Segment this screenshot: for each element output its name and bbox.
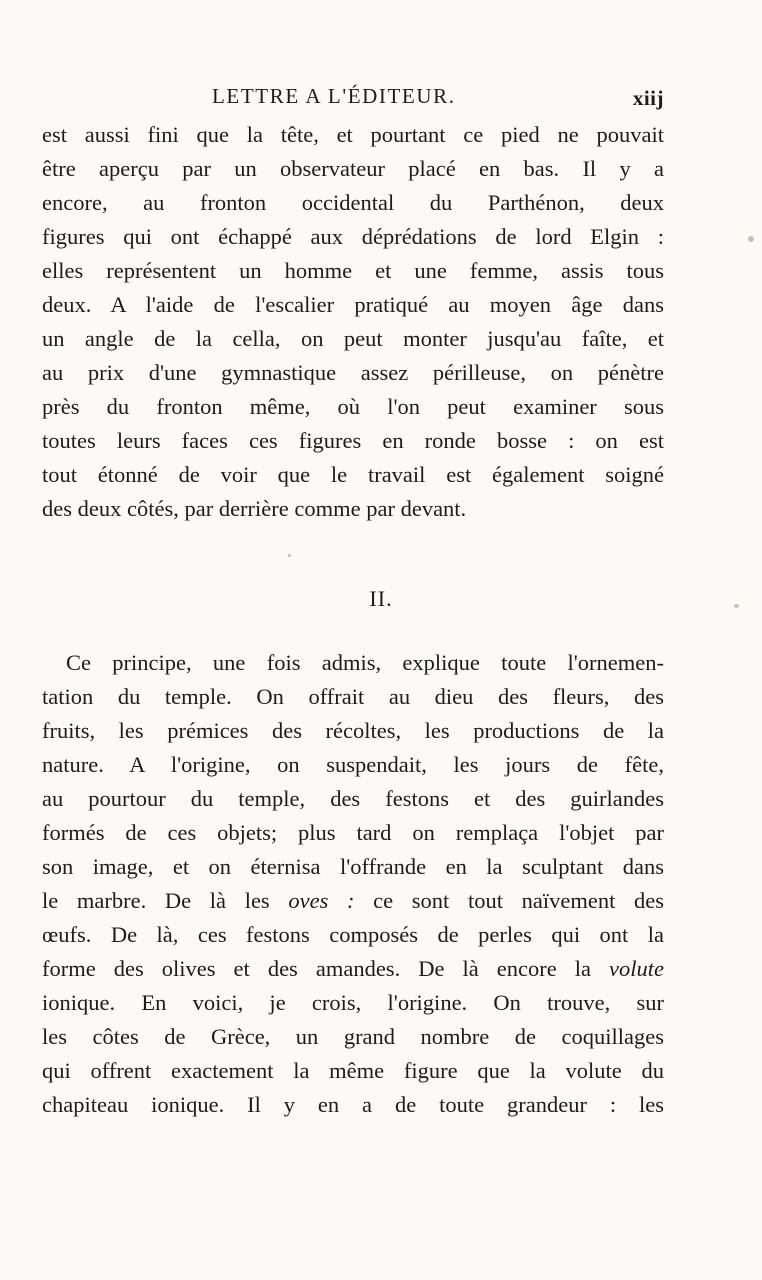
paper-speck — [288, 554, 291, 557]
text-line: les côtes de Grèce, un grand nombre de coquillages — [42, 1024, 664, 1049]
text-run: le marbre. De là les — [42, 888, 289, 913]
text-line: au prix d'une gymnastique assez périlleuse, on pénètre — [42, 360, 664, 385]
text-line — [42, 952, 664, 986]
text-line: figures qui ont échappé aux déprédations de lord Elgin : — [42, 224, 664, 249]
text-line: nature. A l'origine, on suspendait, les jours de fête, — [42, 752, 664, 777]
text-line — [42, 884, 664, 918]
text-line: Ce principe, une fois admis, explique toute l'ornemen- — [66, 650, 664, 675]
italic-term-volute: volute — [609, 956, 664, 981]
page-number: xiij — [632, 86, 664, 110]
text-line: qui offrent exactement la même figure que la volute du — [42, 1058, 664, 1083]
text-line: formés de ces objets; plus tard on remplaça l'objet par — [42, 820, 664, 845]
section-heading: II. — [369, 586, 393, 611]
paragraph-2 — [42, 646, 664, 1122]
text-line: près du fronton même, où l'on peut examiner sous — [42, 394, 664, 419]
italic-term-oves: oves : — [288, 888, 355, 913]
text-line: fruits, les prémices des récoltes, les productions de la — [42, 718, 664, 743]
paragraph-1 — [42, 118, 664, 526]
paper-speck — [734, 604, 739, 608]
text-run: forme des olives et des amandes. De là encore la — [42, 956, 610, 981]
text-line: son image, et on éternisa l'offrande en la sculptant dans — [42, 854, 664, 879]
text-line: un angle de la cella, on peut monter jusqu'au faîte, et — [42, 326, 664, 351]
text-line: des deux côtés, par derrière comme par devant. — [42, 496, 467, 521]
text-line: encore, au fronton occidental du Parthénon, deux — [42, 190, 664, 215]
text-line: au pourtour du temple, des festons et des guirlandes — [42, 786, 664, 811]
running-title: LETTRE A L'ÉDITEUR. — [212, 84, 456, 108]
page-header — [42, 84, 664, 114]
text-line: chapiteau ionique. Il y en a de toute grandeur : les — [42, 1092, 664, 1117]
text-line: elles représentent un homme et une femme, assis tous — [42, 258, 664, 283]
text-line: tation du temple. On offrait au dieu des fleurs, des — [42, 684, 664, 709]
text-line: être aperçu par un observateur placé en bas. Il y a — [42, 156, 664, 181]
text-run: ce sont tout naïvement des — [354, 888, 664, 913]
text-line: ionique. En voici, je crois, l'origine. On trouve, sur — [42, 990, 664, 1015]
paper-speck — [748, 236, 754, 242]
text-line: tout étonné de voir que le travail est également soigné — [42, 462, 664, 487]
text-line: est aussi fini que la tête, et pourtant ce pied ne pouvait — [42, 122, 664, 147]
text-line: toutes leurs faces ces figures en ronde bosse : on est — [42, 428, 664, 453]
text-line: œufs. De là, ces festons composés de perles qui ont la — [42, 922, 664, 947]
text-line: deux. A l'aide de l'escalier pratiqué au moyen âge dans — [42, 292, 664, 317]
